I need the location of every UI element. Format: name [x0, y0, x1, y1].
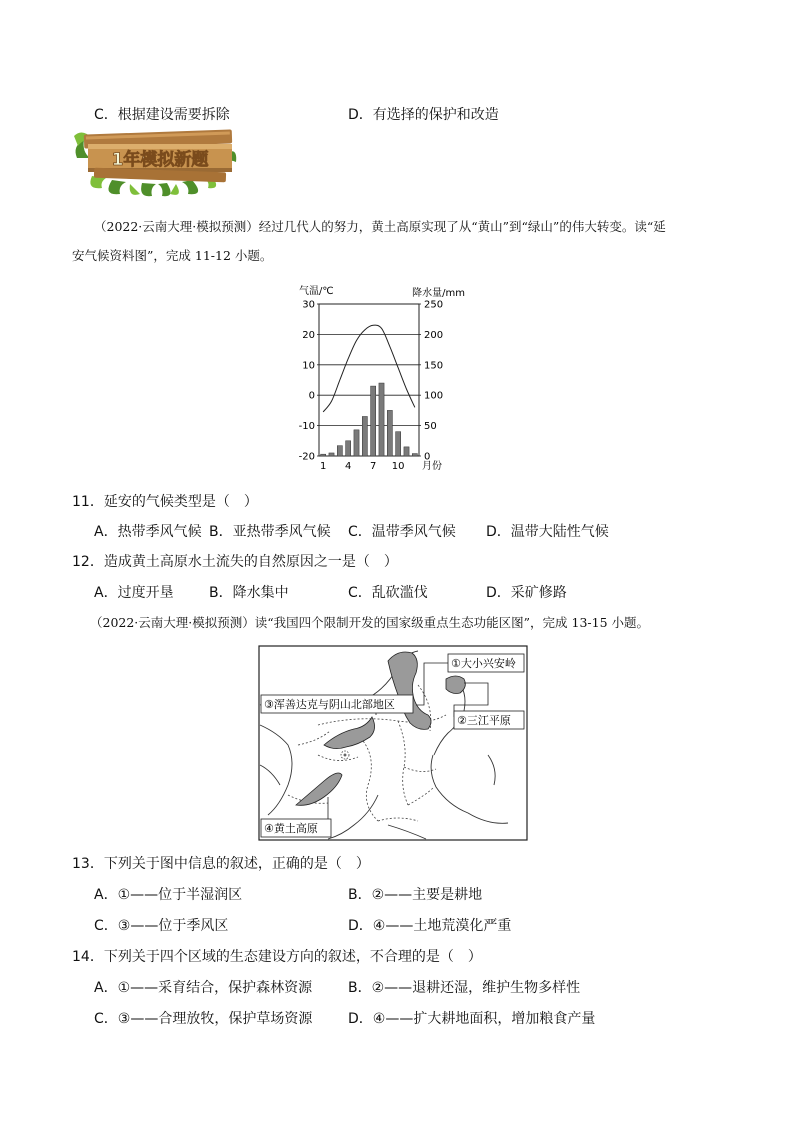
right-tick-label: 250 — [424, 299, 444, 311]
right-tick-label: 100 — [424, 390, 444, 402]
q13-option-c: C．③——位于季风区 — [94, 918, 229, 934]
label-2-text: ②三江平原 — [457, 714, 511, 727]
precipitation-bar — [346, 441, 351, 456]
q11-stem: 11．延安的气候类型是（ ） — [72, 494, 258, 510]
region-2-area — [446, 676, 465, 694]
x-tick-label: 7 — [369, 461, 377, 472]
q14-option-b: B．②——退耕还湿，维护生物多样性 — [348, 980, 581, 996]
precipitation-bar — [404, 447, 409, 456]
left-axis-label: 气温/℃ — [299, 286, 334, 297]
right-tick-label: 0 — [424, 451, 431, 463]
q13-stem: 13．下列关于图中信息的叙述，正确的是（ ） — [72, 856, 370, 872]
q13-option-a: A．①——位于半湿润区 — [94, 887, 243, 903]
precipitation-bar — [387, 410, 392, 456]
label-1-text: ①大小兴安岭 — [451, 657, 516, 670]
q13-option-b: B．②——主要是耕地 — [348, 887, 483, 903]
precipitation-bar — [321, 454, 326, 456]
left-tick-label: 10 — [302, 360, 315, 372]
precipitation-bar — [412, 454, 417, 456]
left-tick-label: -20 — [298, 451, 315, 463]
option-d-top: D．有选择的保护和改造 — [348, 107, 499, 123]
q12-option-b: B．降水集中 — [209, 585, 289, 601]
q12-stem: 12．造成黄土高原水土流失的自然原因之一是（ ） — [72, 554, 398, 570]
climate-chart — [280, 282, 480, 472]
option-c-top: C．根据建设需要拆除 — [94, 107, 230, 123]
precipitation-bar — [337, 446, 342, 456]
x-tick-label: 1 — [319, 461, 327, 472]
label-3-text: ③浑善达克与阴山北部地区 — [264, 698, 395, 711]
q14-option-a: A．①——采育结合，保护森林资源 — [94, 980, 313, 996]
q11-option-c: C．温带季风气候 — [348, 524, 456, 540]
q11-option-d: D．温带大陆性气候 — [486, 524, 609, 540]
q11-option-b: B．亚热带季风气候 — [209, 524, 331, 540]
precipitation-bar — [371, 386, 376, 456]
q14-option-c: C．③——合理放牧，保护草场资源 — [94, 1011, 313, 1027]
banner-text: 1年模拟新题 — [111, 150, 209, 170]
left-tick-label: 20 — [302, 329, 315, 341]
x-axis-label: 月份 — [422, 461, 442, 472]
right-tick-label: 50 — [424, 421, 437, 433]
q13-option-d: D．④——土地荒漠化严重 — [348, 918, 512, 934]
x-tick-label: 4 — [344, 461, 352, 472]
q14-stem: 14．下列关于四个区域的生态建设方向的叙述，不合理的是（ ） — [72, 949, 482, 965]
q12-option-d: D．采矿修路 — [486, 585, 567, 601]
left-tick-label: 0 — [308, 390, 315, 402]
q14-option-d: D．④——扩大耕地面积，增加粮食产量 — [348, 1011, 596, 1027]
intro-line-2: 安气候资料图”，完成 11-12 小题。 — [72, 248, 273, 263]
intro2-line-1: （2022·云南大理·模拟预测）读“我国四个限制开发的国家级重点生态功能区图”，完成 13-15 小题。 — [90, 615, 650, 630]
precipitation-bar — [362, 416, 367, 456]
ecology-map — [258, 645, 528, 841]
precipitation-bar — [379, 383, 384, 456]
right-axis-label: 降水量/mm — [412, 288, 465, 299]
q12-option-a: A．过度开垦 — [94, 585, 174, 601]
banner-sign — [72, 128, 240, 198]
q11-option-a: A．热带季风气候 — [94, 524, 202, 540]
precipitation-bar — [354, 430, 359, 456]
temperature-curve — [323, 325, 415, 412]
right-tick-label: 200 — [424, 329, 444, 341]
precipitation-bar — [329, 453, 334, 456]
left-tick-label: 30 — [302, 299, 315, 311]
q12-option-c: C．乱砍滥伐 — [348, 585, 428, 601]
precipitation-bar — [396, 432, 401, 456]
right-tick-label: 150 — [424, 360, 444, 372]
label-4-text: ④黄土高原 — [264, 822, 318, 835]
x-tick-label: 10 — [391, 461, 405, 472]
intro-line-1: （2022·云南大理·模拟预测）经过几代人的努力，黄土高原实现了从“黄山”到“绿山”的伟大转变。读“延 — [94, 219, 666, 234]
left-tick-label: -10 — [298, 421, 315, 433]
